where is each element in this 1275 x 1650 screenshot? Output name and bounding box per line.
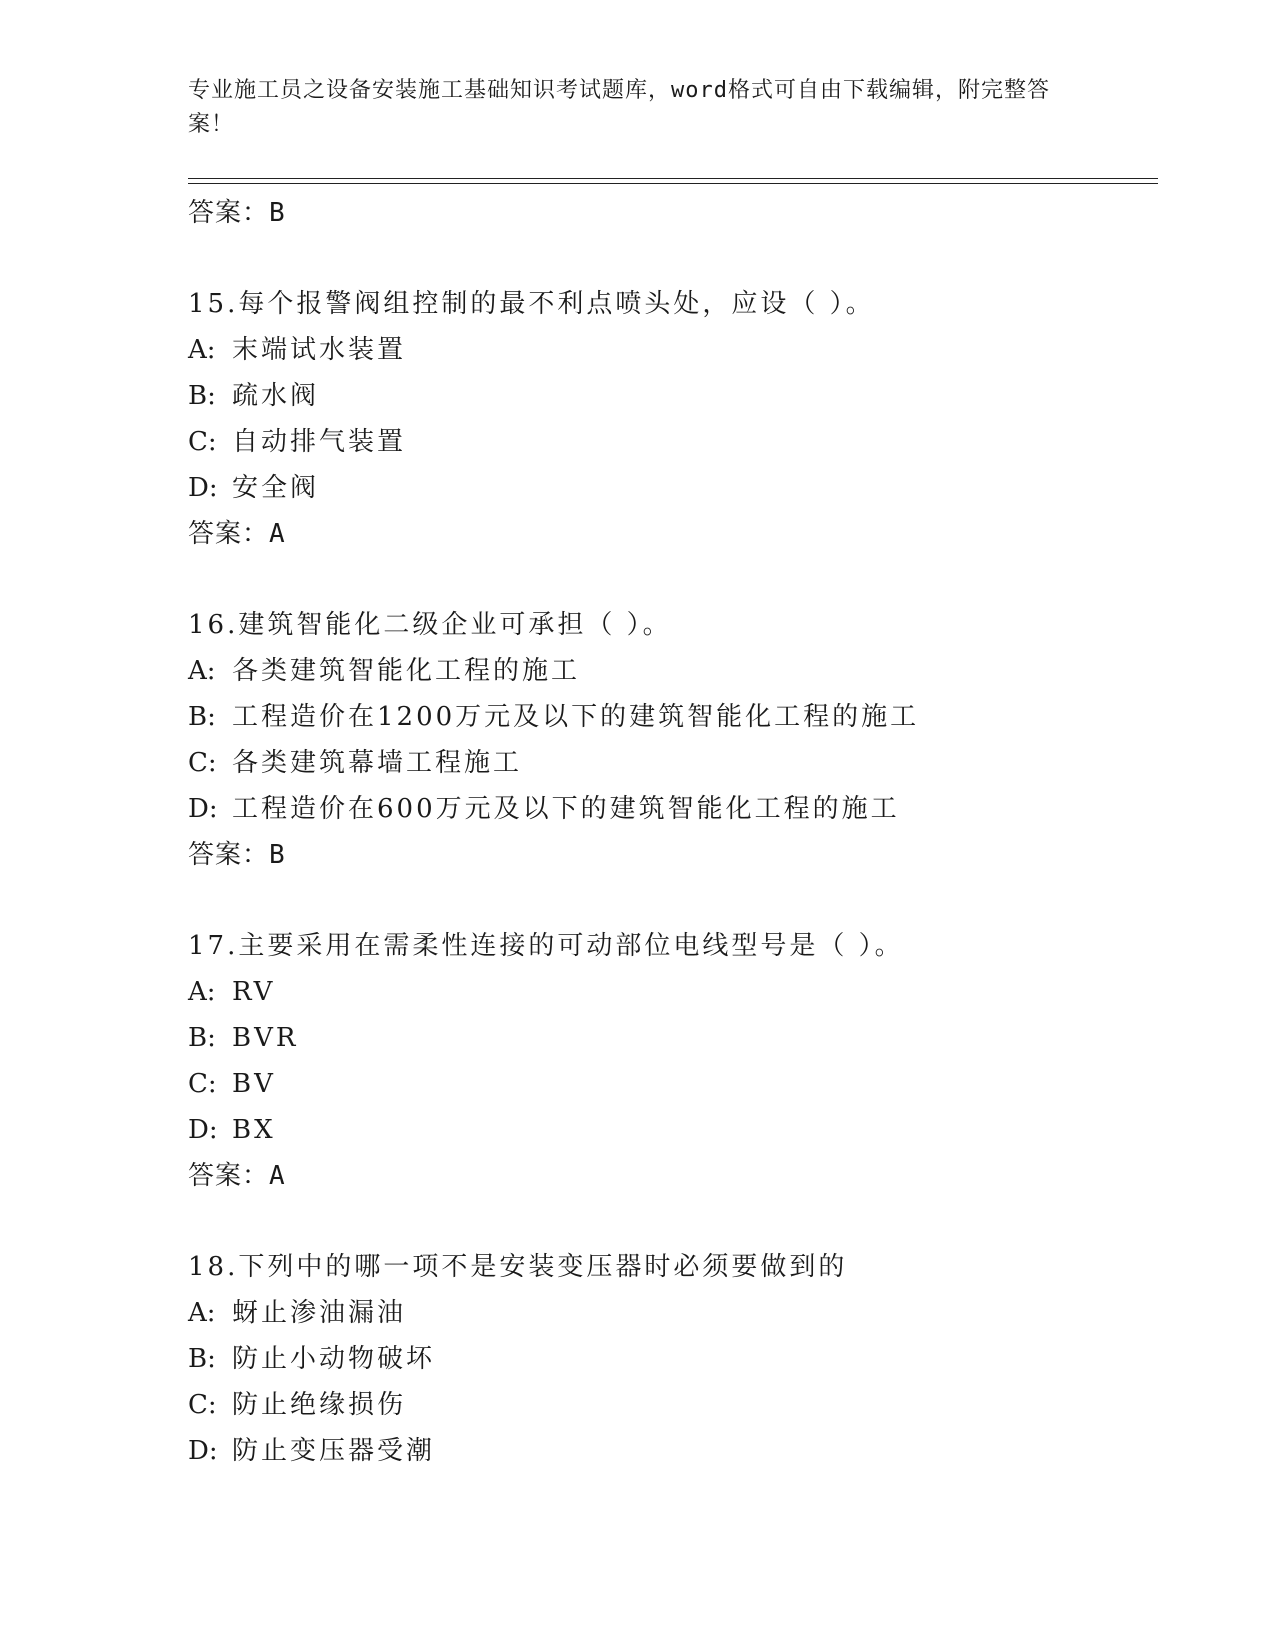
option-text: BV	[232, 1069, 276, 1099]
option-text: 工程造价在600万元及以下的建筑智能化工程的施工	[232, 794, 900, 824]
option-a	[188, 648, 1148, 694]
option-a	[188, 1290, 1148, 1336]
question-block	[188, 923, 1148, 1199]
option-text: 末端试水装置	[232, 335, 407, 365]
option-text: 工程造价在1200万元及以下的建筑智能化工程的施工	[232, 702, 920, 732]
option-b	[188, 1015, 1148, 1061]
option-c	[188, 740, 1148, 786]
question-block	[188, 1244, 1148, 1474]
answer-line: 答案：A	[188, 1161, 286, 1191]
option-key: C:	[188, 427, 217, 457]
option-key: A:	[188, 335, 216, 365]
option-text: RV	[232, 977, 276, 1007]
question-block	[188, 281, 1148, 557]
option-b	[188, 694, 1148, 740]
option-key: C:	[188, 748, 217, 778]
option-text: 防止变压器受潮	[232, 1436, 436, 1466]
option-text: 防止绝缘损伤	[232, 1390, 407, 1420]
option-key: A:	[188, 1298, 216, 1328]
option-d	[188, 1107, 1148, 1153]
option-d	[188, 465, 1148, 511]
option-d	[188, 1428, 1148, 1474]
option-c	[188, 1061, 1148, 1107]
option-key: B:	[188, 1023, 216, 1053]
option-key: B:	[188, 702, 216, 732]
option-key: C:	[188, 1069, 217, 1099]
question-text: 16.建筑智能化二级企业可承担（ ）。	[188, 610, 672, 640]
option-a	[188, 327, 1148, 373]
option-c	[188, 1382, 1148, 1428]
question-block	[188, 602, 1148, 878]
option-text: 各类建筑智能化工程的施工	[232, 656, 581, 686]
option-text: BX	[232, 1115, 276, 1145]
option-text: 各类建筑幕墙工程施工	[232, 748, 523, 778]
document-header: 专业施工员之设备安装施工基础知识考试题库，word格式可自由下载编辑，附完整答案！	[188, 78, 1050, 137]
question-text: 17.主要采用在需柔性连接的可动部位电线型号是（ ）。	[188, 931, 904, 961]
option-text: 自动排气装置	[232, 427, 407, 457]
option-text: 防止小动物破坏	[232, 1344, 436, 1374]
answer-line: 答案：B	[188, 198, 286, 228]
option-key: A:	[188, 656, 216, 686]
header-divider-bottom	[188, 183, 1158, 184]
question-text: 15.每个报警阀组控制的最不利点喷头处，应设（ ）。	[188, 289, 875, 319]
question-text: 18.下列中的哪一项不是安装变压器时必须要做到的	[188, 1252, 848, 1282]
option-key: D:	[188, 473, 218, 503]
option-key: D:	[188, 794, 218, 824]
answer-line: 答案：B	[188, 840, 286, 870]
option-key: B:	[188, 1344, 216, 1374]
option-key: C:	[188, 1390, 217, 1420]
option-b	[188, 373, 1148, 419]
option-d	[188, 786, 1148, 832]
header-divider-top	[188, 178, 1158, 179]
answer-line: 答案：A	[188, 519, 286, 549]
option-text: 疏水阀	[232, 381, 320, 411]
question-list	[188, 190, 1148, 1474]
option-key: A:	[188, 977, 216, 1007]
option-c	[188, 419, 1148, 465]
option-b	[188, 1336, 1148, 1382]
option-key: D:	[188, 1436, 218, 1466]
option-a	[188, 969, 1148, 1015]
option-key: D:	[188, 1115, 218, 1145]
option-text: 安全阀	[232, 473, 320, 503]
option-key: B:	[188, 381, 216, 411]
option-text: 蚜止渗油漏油	[232, 1298, 407, 1328]
option-text: BVR	[232, 1023, 299, 1053]
